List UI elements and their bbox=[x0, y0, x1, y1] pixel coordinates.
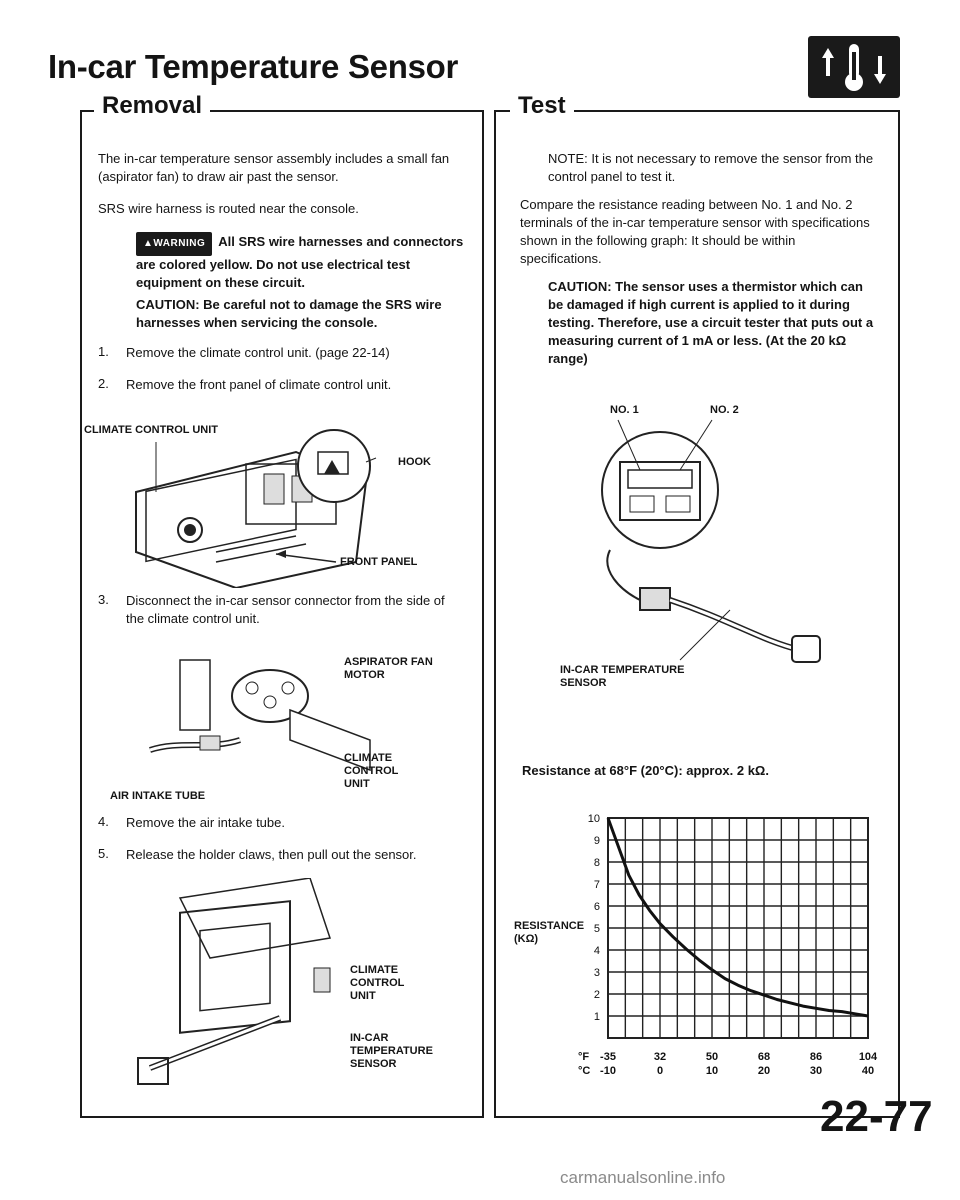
x-unit-c: °C bbox=[578, 1065, 591, 1077]
step-text: Release the holder claws, then pull out the sensor. bbox=[126, 847, 417, 862]
x-tick-label-c: 20 bbox=[757, 1065, 771, 1077]
label-terminal-2: NO. 2 bbox=[710, 404, 739, 416]
resistance-chart bbox=[510, 804, 890, 1094]
label-aspirator-fan-motor: ASPIRATOR FAN MOTOR bbox=[344, 656, 433, 681]
resistance-curve bbox=[608, 818, 868, 1016]
x-tick-label-c: 30 bbox=[809, 1065, 823, 1077]
test-caution: CAUTION: The sensor uses a thermistor which can be damaged if high current is applied to it during testing. Therefore, use a circuit tester that puts out a measuring current of 1 mA or less. (At the 20 kΩ range) bbox=[548, 279, 874, 366]
step-number: 4. bbox=[98, 814, 109, 829]
step-number: 3. bbox=[98, 592, 109, 607]
srs-caution: CAUTION: Be careful not to damage the SRS wire harnesses when servicing the console. bbox=[136, 297, 442, 330]
srs-warning bbox=[136, 232, 466, 292]
label-climate-control-unit: CLIMATE CONTROL UNIT bbox=[84, 424, 219, 436]
x-tick-label-f: 32 bbox=[653, 1051, 667, 1063]
step-number: 2. bbox=[98, 376, 109, 391]
step-number: 5. bbox=[98, 846, 109, 861]
resistance-spec: Resistance at 68°F (20°C): approx. 2 kΩ. bbox=[522, 763, 769, 778]
y-tick-label: 2 bbox=[593, 989, 600, 1001]
label-front-panel: FRONT PANEL bbox=[340, 556, 418, 568]
page-title: In-car Temperature Sensor bbox=[48, 48, 459, 85]
x-tick-label-f: -35 bbox=[600, 1051, 616, 1063]
page-number: 22-77 bbox=[820, 1092, 933, 1141]
step-text: Remove the front panel of climate control unit. bbox=[126, 377, 392, 392]
srs-note: SRS wire harness is routed near the console. bbox=[98, 201, 359, 216]
warning-badge bbox=[136, 232, 212, 256]
sensor-removal-illustration bbox=[130, 878, 340, 1098]
test-heading: Test bbox=[510, 92, 574, 120]
warning-triangle-icon: ▲ bbox=[143, 238, 154, 249]
y-tick-label: 5 bbox=[593, 923, 600, 935]
thermometer-icon bbox=[808, 36, 900, 98]
warning-badge-label: WARNING bbox=[153, 238, 206, 249]
x-unit-f: °F bbox=[578, 1051, 590, 1063]
x-tick-label-c: 40 bbox=[861, 1065, 875, 1077]
x-tick-label-f: 50 bbox=[705, 1051, 719, 1063]
chart-lines bbox=[608, 818, 868, 1016]
step-text: Remove the air intake tube. bbox=[126, 815, 285, 830]
test-note: NOTE: It is not necessary to remove the sensor from the control panel to test it. bbox=[548, 151, 874, 184]
label-climate-control-unit-2: CLIMATE CONTROL UNIT bbox=[344, 752, 399, 790]
chart-y-axis-label: RESISTANCE (KΩ) bbox=[514, 920, 585, 945]
y-tick-label: 9 bbox=[593, 835, 600, 847]
removal-heading: Removal bbox=[94, 92, 210, 120]
step-number: 1. bbox=[98, 344, 109, 359]
step-text: Disconnect the in-car sensor connector from the side of the climate control unit. bbox=[126, 593, 445, 626]
chart-x-ticks bbox=[578, 1051, 878, 1077]
label-air-intake-tube: AIR INTAKE TUBE bbox=[110, 790, 206, 802]
x-tick-label-c: 0 bbox=[656, 1065, 664, 1077]
removal-intro: The in-car temperature sensor assembly includes a small fan (aspirator fan) to draw air past the sensor. bbox=[98, 151, 450, 184]
test-compare: Compare the resistance reading between No. 1 and No. 2 terminals of the in-car temperature sensor with specifications shown in the following graph: It should be within specifications. bbox=[520, 197, 870, 266]
sensor-connector-illustration bbox=[560, 400, 860, 670]
x-tick-label-c: -10 bbox=[600, 1065, 616, 1077]
step-text: Remove the climate control unit. (page 22-14) bbox=[126, 345, 390, 360]
label-in-car-temp-sensor: IN-CAR TEMPERATURE SENSOR bbox=[350, 1032, 433, 1070]
chart-y-ticks bbox=[588, 813, 600, 1023]
y-tick-label: 7 bbox=[593, 879, 600, 891]
label-climate-control-unit-3: CLIMATE CONTROL UNIT bbox=[350, 964, 405, 1002]
y-tick-label: 3 bbox=[593, 967, 600, 979]
label-terminal-1: NO. 1 bbox=[610, 404, 639, 416]
y-tick-label: 6 bbox=[593, 901, 600, 913]
chart-grid bbox=[608, 818, 868, 1038]
x-tick-label-c: 10 bbox=[705, 1065, 719, 1077]
x-tick-label-f: 104 bbox=[858, 1051, 878, 1063]
y-tick-label: 1 bbox=[593, 1011, 600, 1023]
watermark: carmanualsonline.info bbox=[560, 1168, 726, 1187]
y-tick-label: 10 bbox=[587, 813, 600, 825]
label-hook: HOOK bbox=[398, 456, 431, 468]
y-tick-label: 4 bbox=[593, 945, 600, 957]
x-tick-label-f: 68 bbox=[757, 1051, 771, 1063]
x-tick-label-f: 86 bbox=[809, 1051, 823, 1063]
label-in-car-temperature-sensor: IN-CAR TEMPERATURE SENSOR bbox=[560, 664, 685, 689]
warning-text: All SRS wire harnesses and connectors are colored yellow. Do not use electrical test equipment on these circuit. bbox=[136, 234, 464, 290]
y-tick-label: 8 bbox=[593, 857, 600, 869]
